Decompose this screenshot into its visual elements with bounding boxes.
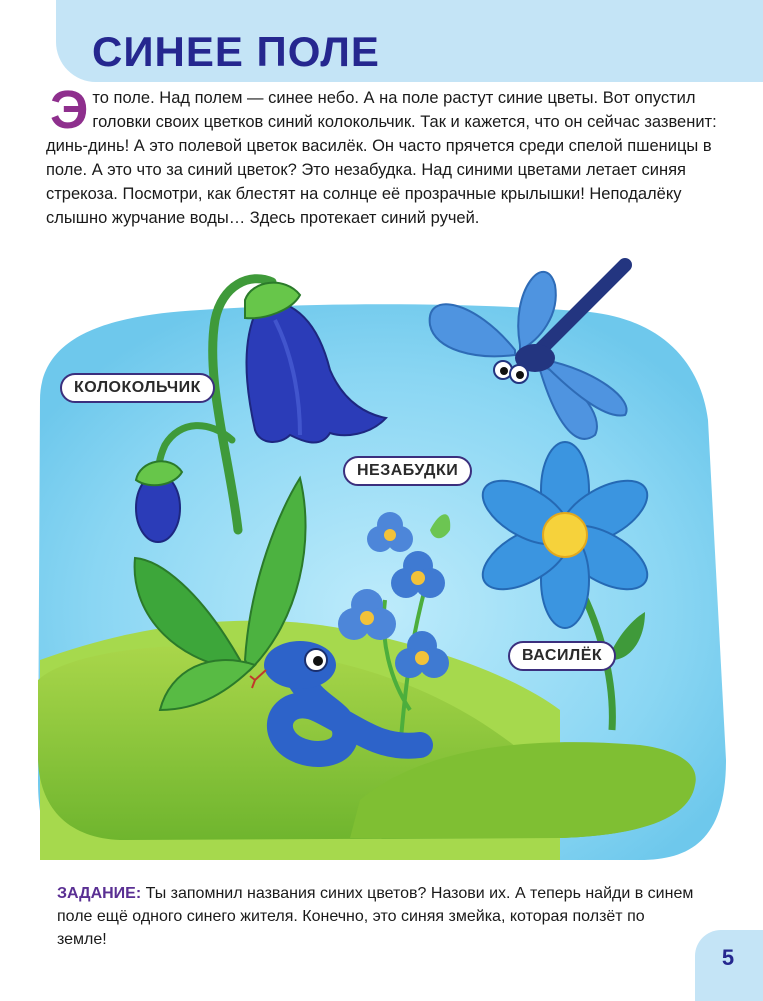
scene-svg [0,240,763,880]
task-label: ЗАДАНИЕ: [57,885,142,902]
label-cornflower: ВАСИЛЁК [508,641,616,671]
label-forget-me-nots: НЕЗАБУДКИ [343,456,472,486]
page-title: СИНЕЕ ПОЛЕ [92,28,380,75]
story-text: то поле. Над полем — синее небо. А на поле растут синие цветы. Вот опустил головки своих цветков синий колокольчик. Так и кажется, что он сейчас зазвенит: динь-динь! А это полевой цветок василёк. Он часто прячется среди спелой пшеницы в поле. А это что за синий цветок? Это незабудка. Над синими цветами летает синяя стрекоза. Посмотри, как блестят на солнце её прозрачные крылышки! Неподалёку слышно журчание воды… Здесь протекает синий ручей. [46,89,717,227]
blue-field-illustration [0,240,763,880]
task-paragraph [57,882,697,951]
page-number: 5 [721,945,735,970]
story-paragraph [46,80,726,230]
label-bellflower: КОЛОКОЛЬЧИК [60,373,215,403]
task-text: Ты запомнил названия синих цветов? Назови их. А теперь найди в синем поле ещё одного синего жителя. Конечно, это синяя змейка, которая ползёт по земле! [57,885,694,948]
drop-cap: Э [50,80,89,140]
